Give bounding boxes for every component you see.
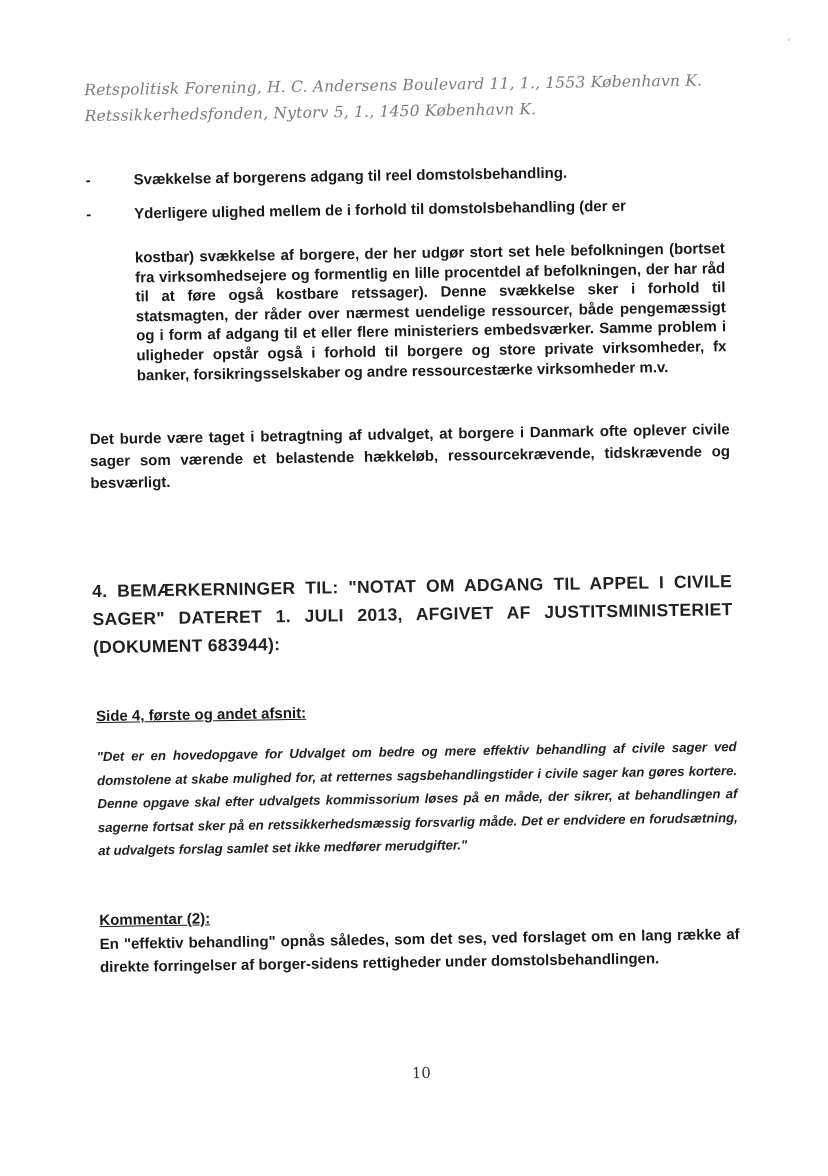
bullet-list bbox=[86, 161, 727, 239]
list-item bbox=[86, 161, 726, 191]
letterhead-line-2: Retssikkerhedsfonden, Nytorv 5, 1., 1450 København K. bbox=[84, 100, 537, 126]
bullet-dash: - bbox=[85, 172, 91, 190]
comment-heading: Kommentar (2): bbox=[99, 910, 211, 930]
section-heading: 4. BEMÆRKERNINGER TIL: "NOTAT OM ADGANG TIL APPEL I CIVILE SAGER" DATERET 1. JULI 2013, AFGIVET AF JUSTITSMINISTERIET (DOKUMENT 683944): bbox=[91, 571, 733, 658]
bullet-text: Yderligere ulighed mellem de i forhold til domstolsbehandling (der er bbox=[134, 197, 627, 223]
bullet-dash: - bbox=[86, 206, 92, 224]
page-number: 10 bbox=[411, 1063, 431, 1083]
body-paragraph: Det burde være taget i betragtning af udvalget, at borgere i Danmark ofte oplever civile sager som værende et belastende hækkeløb, ressourcekrævende, tidskrævende og besværligt. bbox=[89, 421, 731, 493]
letterhead-line-1: Retspolitisk Forening, H. C. Andersens Boulevard 11, 1., 1553 København K. bbox=[84, 71, 703, 100]
comment-body: En "effektiv behandling" opnås således, som det ses, ved forslaget om en lang række af direkte forringelser af borger-sidens rettigheder under domstolsbehandlingen. bbox=[99, 926, 740, 977]
scan-mark: ' bbox=[787, 38, 791, 49]
list-item bbox=[86, 195, 726, 225]
bullet-text: Svækkelse af borgerens adgang til reel domstolsbehandling. bbox=[133, 164, 568, 189]
bullet-continuation: kostbar) svækkelse af borgere, der her udgør stort set hele befolkningen (bortset fra virksomhedsejere og formentlig en lille procentdel af befolkningen, der har råd til at føre også kostbare retssager). Denne svækkelse sker i forhold til statsmagten, der råder over nærmest uendelige ressourcer, både pengemæssigt og i form af adgang til et eller flere ministeriers embedsværker. Samme problem i uligheder opstår også i forhold til borgere og store private virksomheder, fx banker, forsikringsselskaber og andre ressourcestærke virksomheder m.v. bbox=[134, 240, 727, 384]
quote-block: "Det er en hovedopgave for Udvalget om bedre og mere effektiv behandling af civile sager ved domstolene at skabe mulighed for, at retternes sagsbehandlingstider i civile sager kan gøres kortere. Denne opgave skal efter udvalgets kommissorium løses på en måde, der sikrer, at behandlingen af sagerne fortsat sker på en retssikkerhedsmæssig forsvarlig måde. Det er endvidere en forudsætning, at udvalgets forslag samlet set ikke medfører merudgifter." bbox=[96, 739, 738, 859]
letterhead bbox=[84, 67, 765, 130]
subheading: Side 4, første og andet afsnit: bbox=[95, 704, 307, 726]
